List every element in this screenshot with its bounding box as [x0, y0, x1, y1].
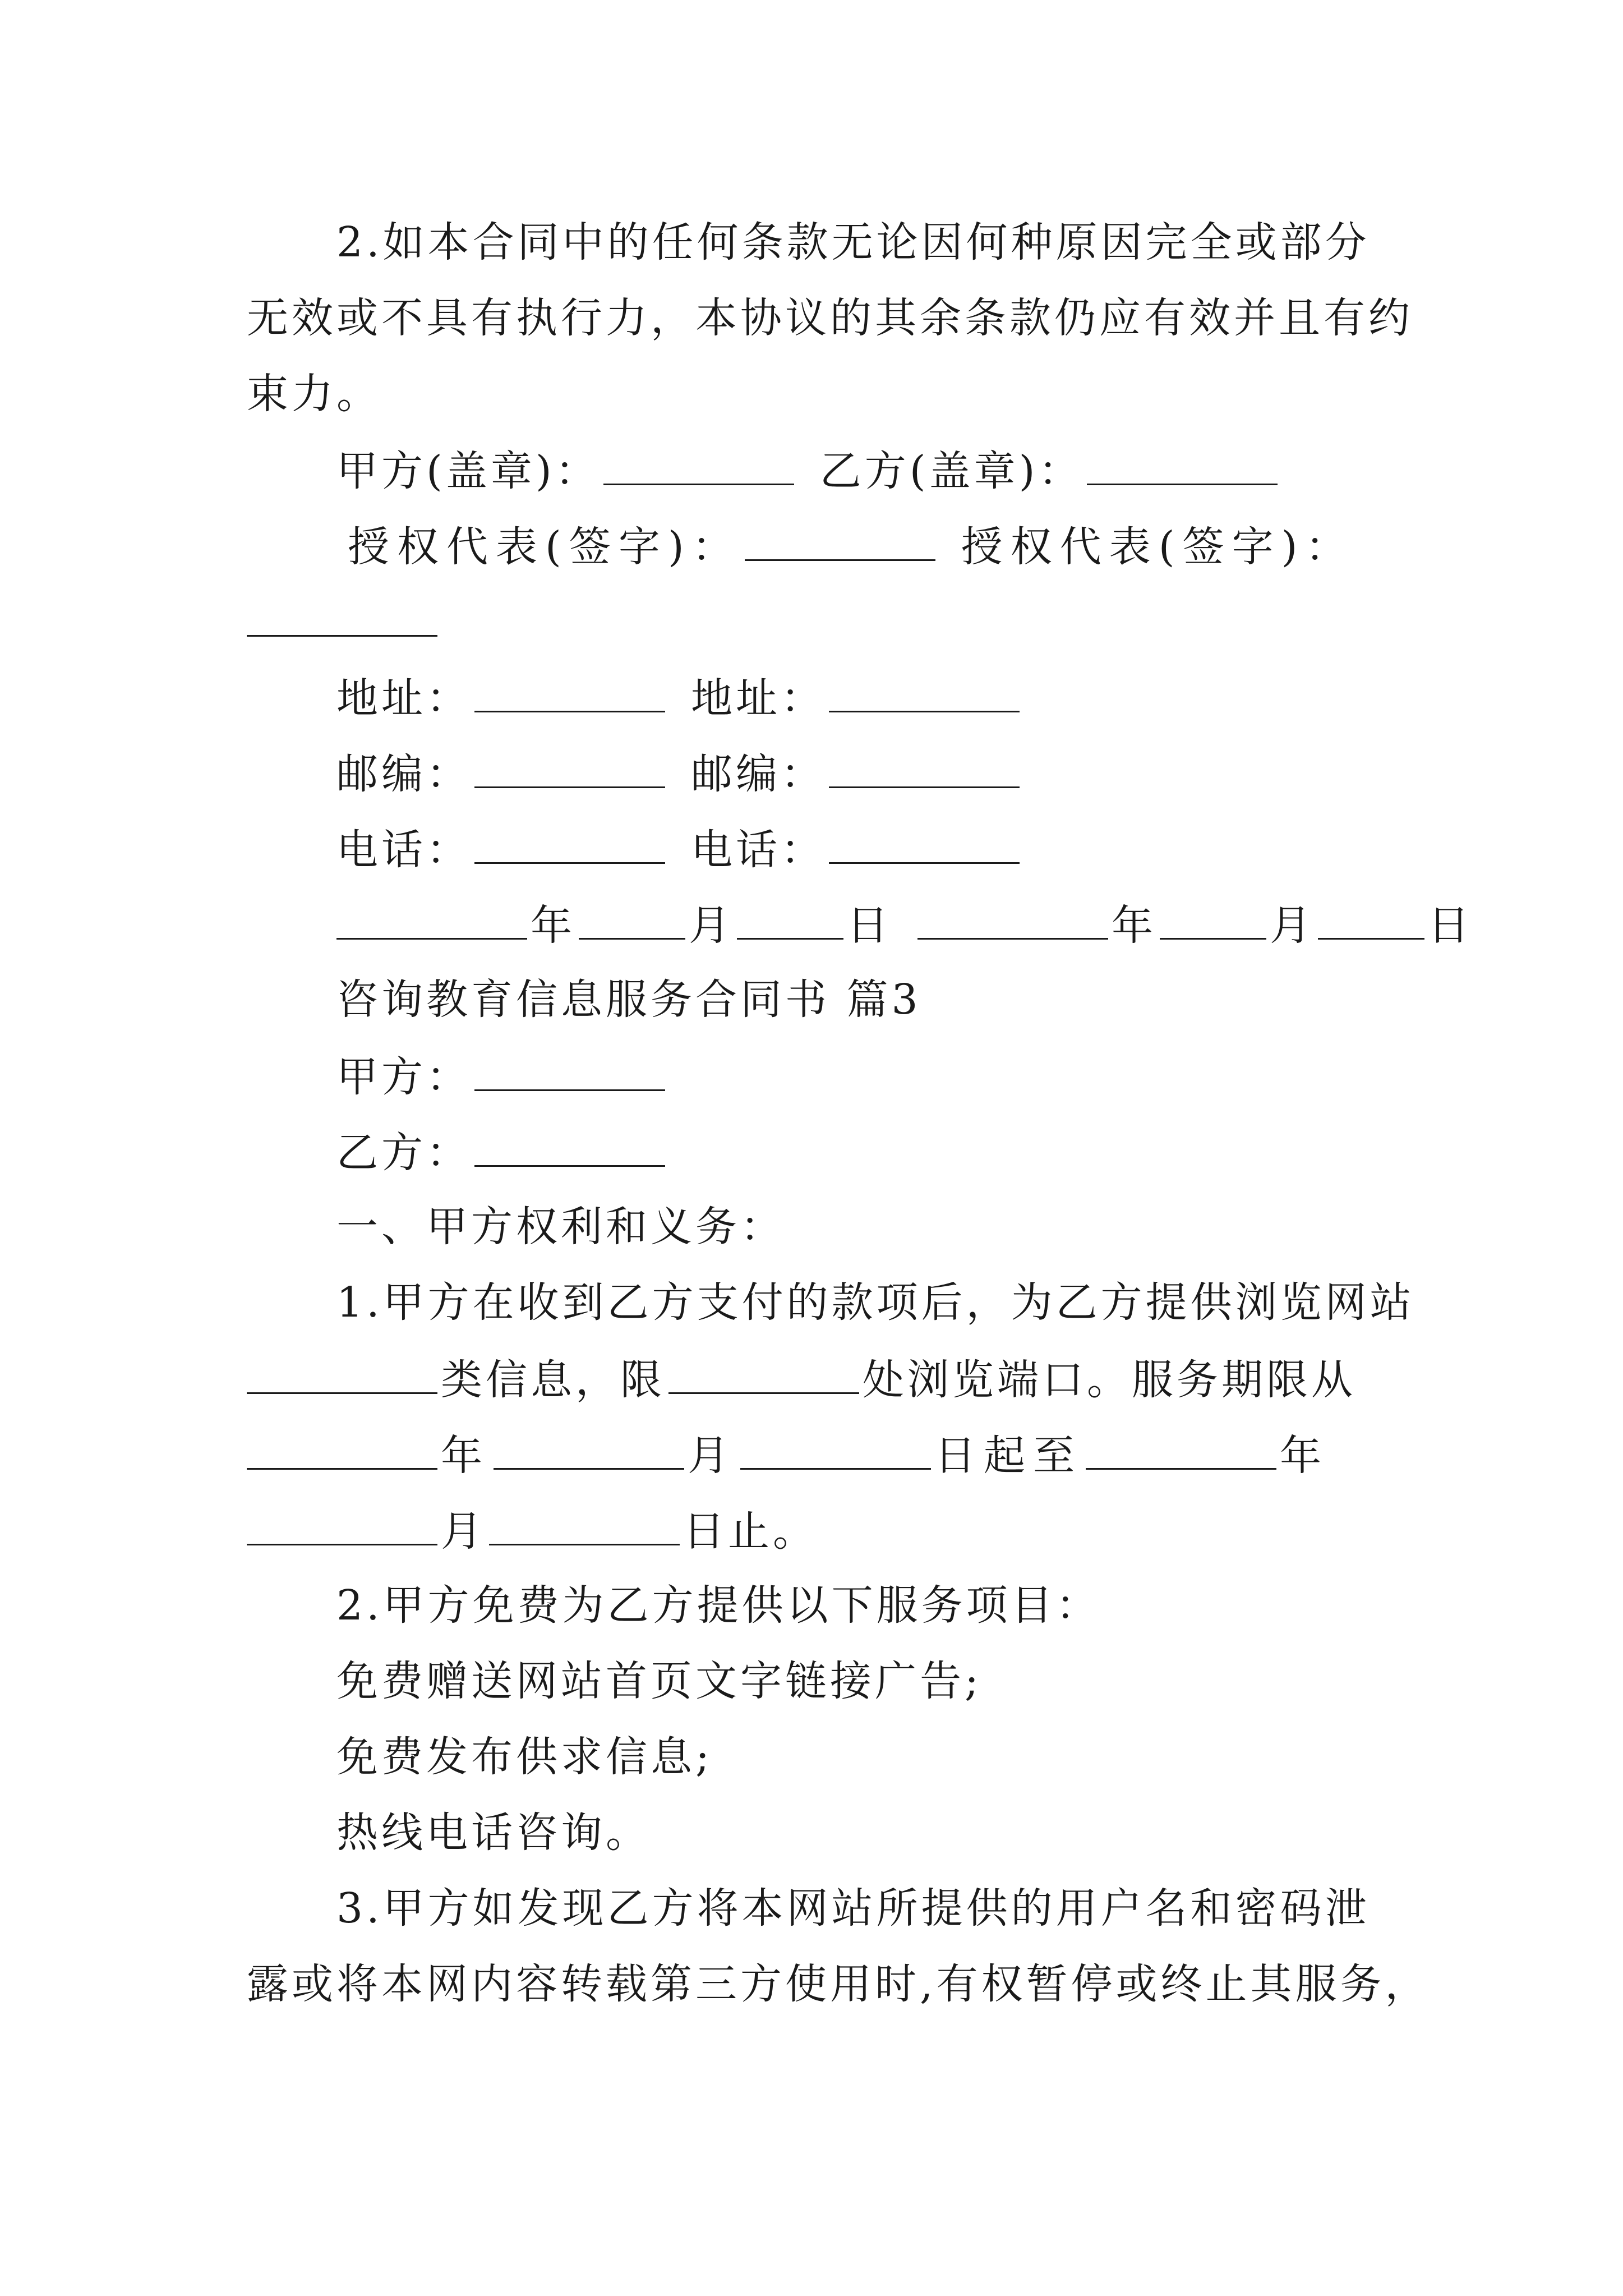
rep-sign-a-label: 授权代表(签字)： [348, 523, 741, 571]
s3-party-a-label: 甲方： [336, 1053, 471, 1101]
postcode-a-label: 邮编： [336, 750, 471, 798]
item-1-category-label: 类信息，限 [441, 1356, 665, 1404]
date-row [336, 901, 1475, 950]
item-2: 2.甲方免费为乙方提供以下服务项目： [336, 1581, 1101, 1630]
item-1-line-4 [247, 1507, 1385, 1556]
date-a-day-label: 日 [847, 901, 892, 950]
s3-party-a-blank[interactable] [474, 1055, 665, 1091]
item-1-end-month-label: 月 [441, 1507, 486, 1556]
item-1-line-1: 1.甲方在收到乙方支付的款项后，为乙方提供浏览网站 [336, 1278, 1415, 1327]
date-a-year-label: 年 [531, 901, 575, 950]
heading-party-a-rights: 一、甲方权利和义务： [336, 1203, 785, 1251]
s3-party-b-row [336, 1129, 1475, 1177]
item-1-line-3 [247, 1432, 1385, 1480]
item-1-start-year-label: 年 [441, 1432, 490, 1480]
address-a-label: 地址： [336, 674, 471, 723]
item-1-start-day-blank[interactable] [740, 1433, 931, 1470]
date-b-day-blank[interactable] [1318, 903, 1424, 940]
item-1-ports-label: 处浏览端口。服务期限从 [863, 1356, 1356, 1404]
item-1-end-year-blank[interactable] [1086, 1433, 1276, 1470]
item-1-ports-blank[interactable] [668, 1358, 859, 1394]
s3-party-b-label: 乙方： [336, 1129, 471, 1177]
seal-row [336, 447, 1475, 495]
rep-sign-row [348, 523, 1486, 571]
clause-2-line-1: 2.如本合同中的任何条款无论因何种原因完全或部分 [336, 218, 1370, 266]
date-b-year-label: 年 [1112, 901, 1156, 950]
item-1-from-label: 日起至 [934, 1432, 1082, 1480]
postcode-a-blank[interactable] [474, 752, 665, 788]
postcode-b-blank[interactable] [829, 752, 1020, 788]
rep-sign-b-label: 授权代表(签字)： [961, 523, 1355, 571]
s3-party-a-row [336, 1053, 1475, 1101]
address-b-blank[interactable] [829, 676, 1020, 712]
phone-b-blank[interactable] [829, 827, 1020, 864]
item-1-start-month-blank[interactable] [494, 1433, 684, 1470]
item-3-line-1: 3.甲方如发现乙方将本网站所提供的用户名和密码泄 [336, 1884, 1370, 1932]
date-a-day-blank[interactable] [737, 903, 843, 940]
item-1-category-blank[interactable] [247, 1358, 437, 1394]
clause-2-line-2: 无效或不具有执行力，本协议的其余条款仍应有效并且有约 [247, 294, 1413, 342]
phone-a-blank[interactable] [474, 827, 665, 864]
service-3: 热线电话咨询。 [336, 1809, 651, 1857]
phone-b-label: 电话： [691, 826, 826, 874]
item-1-line-2 [247, 1356, 1385, 1404]
date-b-year-blank[interactable] [917, 903, 1108, 940]
date-a-year-blank[interactable] [336, 903, 527, 940]
clause-2-line-3: 束力。 [247, 370, 381, 418]
address-a-blank[interactable] [474, 676, 665, 712]
address-b-label: 地址： [691, 674, 826, 723]
phone-a-label: 电话： [336, 826, 471, 874]
party-a-seal-blank[interactable] [603, 449, 794, 485]
address-row [336, 674, 1475, 723]
s3-party-b-blank[interactable] [474, 1130, 665, 1167]
item-1-end-year-label: 年 [1280, 1432, 1329, 1480]
service-2: 免费发布供求信息; [336, 1733, 713, 1781]
date-b-month-label: 月 [1270, 901, 1315, 950]
item-1-start-year-blank[interactable] [247, 1433, 437, 1470]
rep-sign-b-blank[interactable] [247, 600, 437, 637]
rep-sign-a-blank[interactable] [745, 524, 935, 561]
date-a-month-blank[interactable] [579, 903, 685, 940]
phone-row [336, 826, 1475, 874]
party-b-seal-label: 乙方(盖章)： [819, 447, 1083, 495]
item-1-end-day-blank[interactable] [489, 1509, 680, 1545]
item-1-end-label: 日止。 [683, 1507, 818, 1556]
date-b-day-label: 日 [1428, 901, 1473, 950]
postcode-b-label: 邮编： [691, 750, 826, 798]
date-b-month-blank[interactable] [1160, 903, 1266, 940]
postcode-row [336, 750, 1475, 798]
item-1-end-month-blank[interactable] [247, 1509, 437, 1545]
item-1-start-month-label: 月 [688, 1432, 737, 1480]
party-b-seal-blank[interactable] [1087, 449, 1278, 485]
item-3-line-2: 露或将本网内容转载第三方使用时,有权暂停或终止其服务， [247, 1960, 1430, 2008]
date-a-month-label: 月 [689, 901, 734, 950]
rep-sign-b-blank-row [247, 600, 1385, 643]
section-title: 咨询教育信息服务合同书 篇3 [336, 976, 921, 1024]
party-a-seal-label: 甲方(盖章)： [336, 447, 600, 495]
service-1: 免费赠送网站首页文字链接广告; [336, 1657, 982, 1705]
